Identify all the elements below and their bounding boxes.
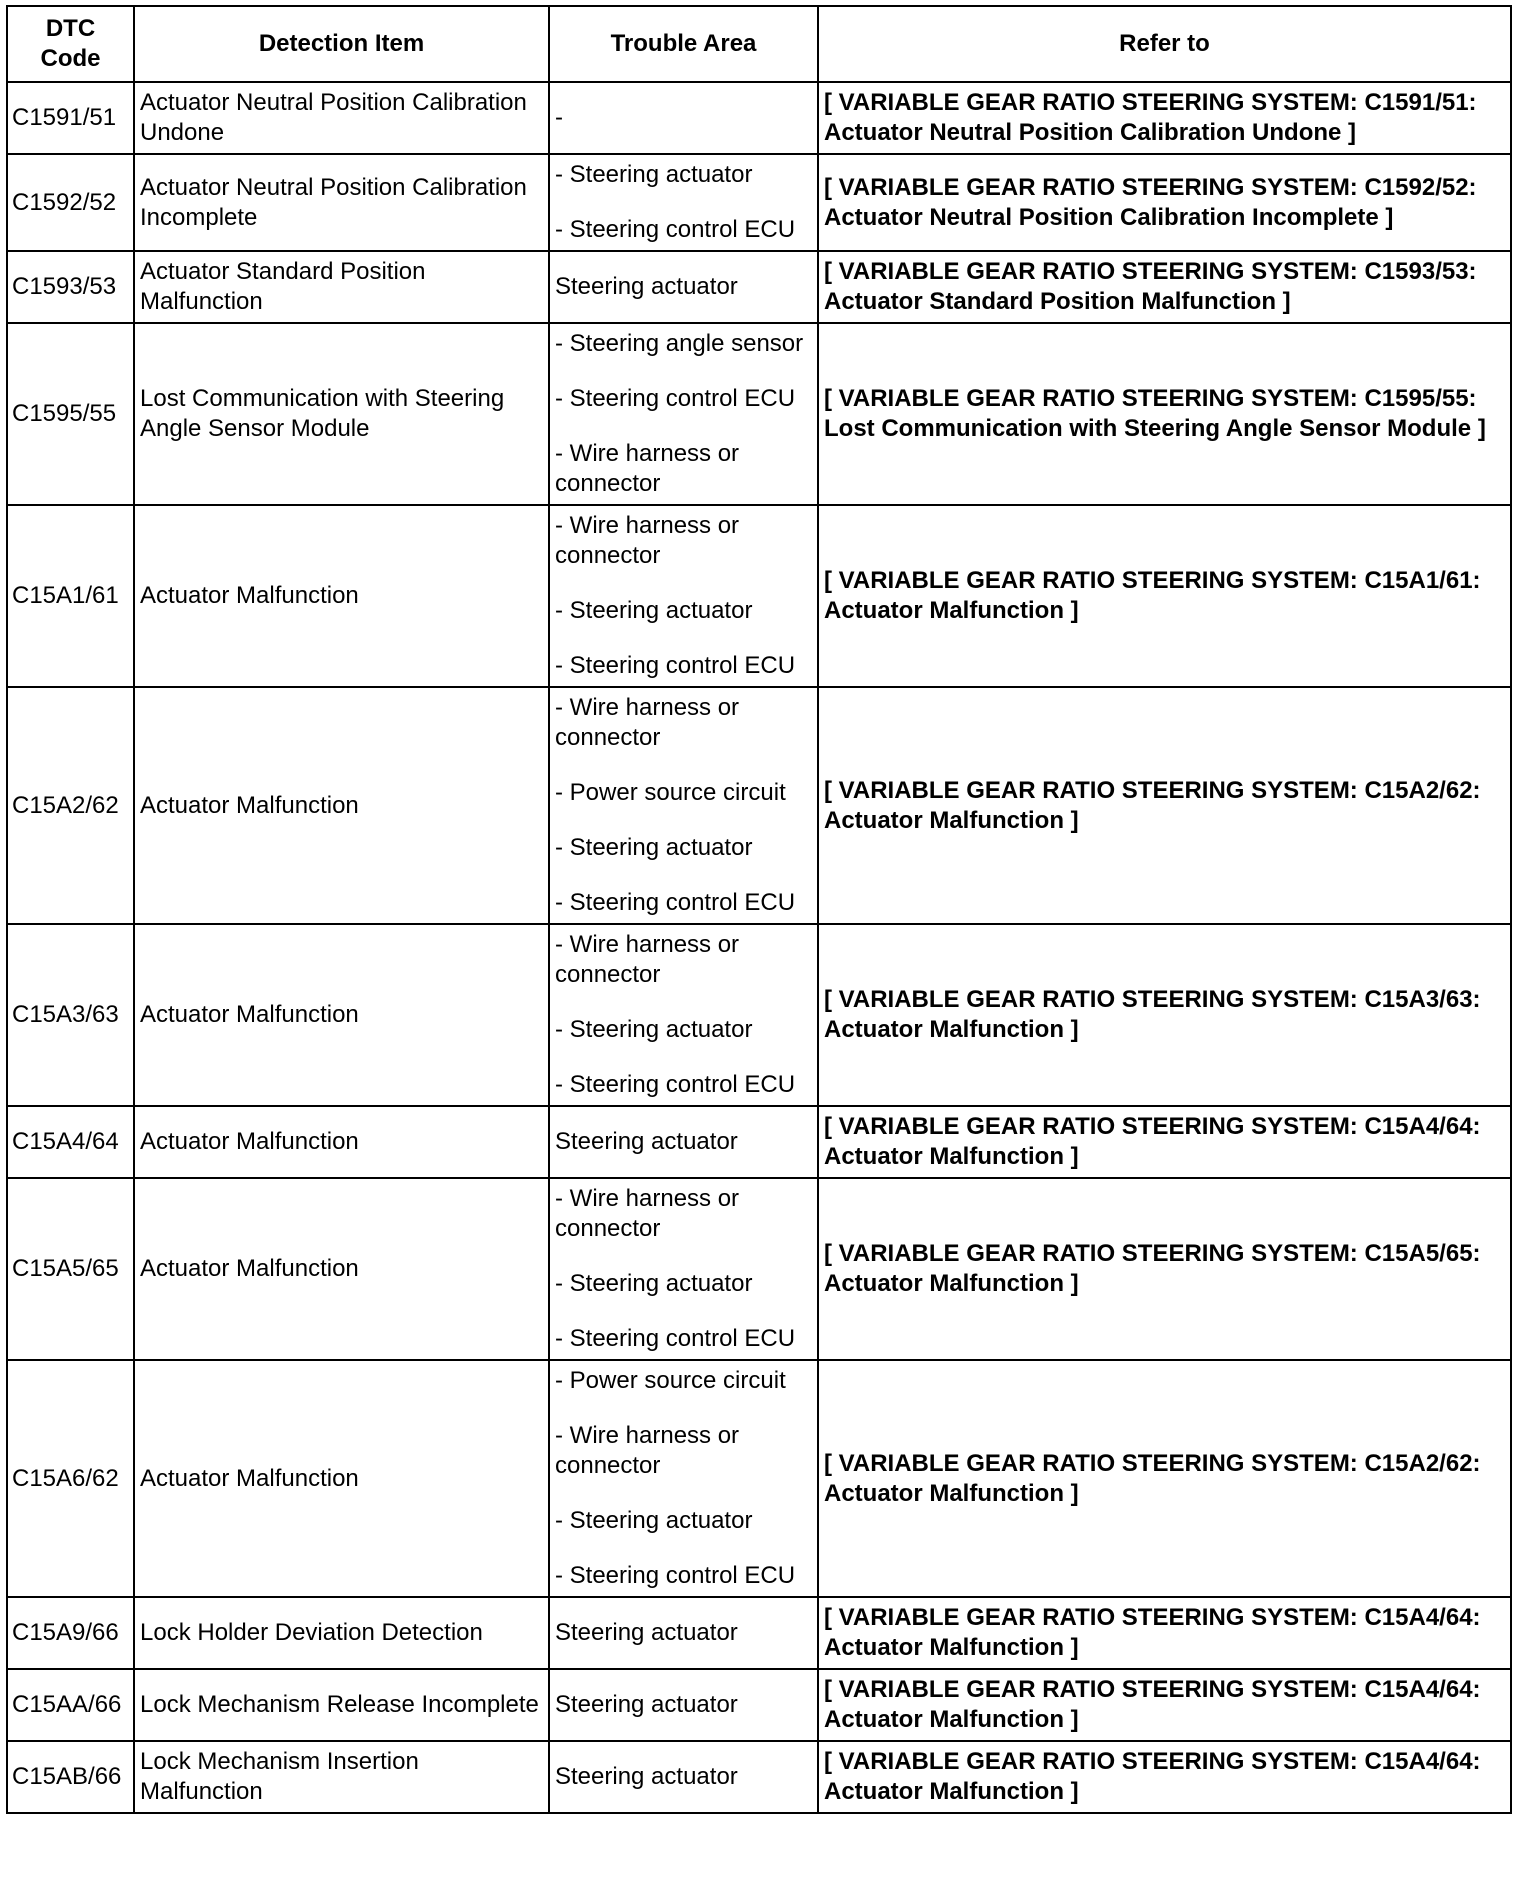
trouble-area-cell [549, 687, 818, 924]
trouble-area-cell [549, 1741, 818, 1813]
trouble-area-cell [549, 251, 818, 323]
trouble-area-item: - Wire harness or connector [555, 931, 740, 988]
dtc-code-cell: C1592/52 [7, 154, 134, 251]
trouble-area-cell [549, 924, 818, 1106]
table-row [7, 82, 1511, 154]
trouble-area-item: - Wire harness or connector [555, 694, 740, 751]
refer-to-link[interactable]: [ VARIABLE GEAR RATIO STEERING SYSTEM: C1595/55: Lost Communication with Steering Angle Sensor Module ] [818, 323, 1511, 505]
trouble-area-item: - Steering actuator [555, 1016, 753, 1043]
trouble-area-item: - Wire harness or connector [555, 440, 740, 497]
detection-item-cell: Actuator Malfunction [134, 687, 549, 924]
detection-item-cell: Actuator Neutral Position Calibration Incomplete [134, 154, 549, 251]
trouble-area-item: - Steering control ECU [555, 385, 796, 412]
trouble-area-cell [549, 323, 818, 505]
table-row [7, 924, 1511, 1106]
trouble-area-item: - Steering control ECU [555, 1071, 796, 1098]
refer-to-link[interactable]: [ VARIABLE GEAR RATIO STEERING SYSTEM: C15A2/62: Actuator Malfunction ] [818, 1360, 1511, 1597]
table-row [7, 154, 1511, 251]
dtc-code-cell: C15A1/61 [7, 505, 134, 687]
trouble-area-item: Steering actuator [555, 1763, 738, 1790]
dtc-code-cell: C15A9/66 [7, 1597, 134, 1669]
dtc-table [6, 5, 1512, 1814]
table-row [7, 687, 1511, 924]
table-row [7, 1178, 1511, 1360]
header-trouble-area: Trouble Area [549, 6, 818, 82]
trouble-area-item: - Steering actuator [555, 1507, 753, 1534]
trouble-area-cell [549, 1669, 818, 1741]
trouble-area-item: - Wire harness or connector [555, 1185, 740, 1242]
dtc-code-cell: C15A4/64 [7, 1106, 134, 1178]
trouble-area-item: - [555, 104, 563, 131]
trouble-area-item: - Steering actuator [555, 1270, 753, 1297]
detection-item-cell: Actuator Malfunction [134, 1178, 549, 1360]
header-refer-to: Refer to [818, 6, 1511, 82]
table-row [7, 1669, 1511, 1741]
table-body [7, 82, 1511, 1813]
trouble-area-item: - Steering control ECU [555, 889, 796, 916]
trouble-area-item: - Wire harness or connector [555, 512, 740, 569]
dtc-code-cell: C1593/53 [7, 251, 134, 323]
dtc-code-cell: C15A3/63 [7, 924, 134, 1106]
detection-item-cell: Actuator Standard Position Malfunction [134, 251, 549, 323]
detection-item-cell: Lost Communication with Steering Angle Sensor Module [134, 323, 549, 505]
trouble-area-item: - Steering actuator [555, 597, 753, 624]
table-row [7, 251, 1511, 323]
trouble-area-cell [549, 1360, 818, 1597]
header-detection-item: Detection Item [134, 6, 549, 82]
trouble-area-item: Steering actuator [555, 1128, 738, 1155]
trouble-area-item: - Steering angle sensor [555, 330, 804, 357]
refer-to-link[interactable]: [ VARIABLE GEAR RATIO STEERING SYSTEM: C15A4/64: Actuator Malfunction ] [818, 1741, 1511, 1813]
detection-item-cell: Actuator Neutral Position Calibration Undone [134, 82, 549, 154]
table-row [7, 1741, 1511, 1813]
trouble-area-item: - Power source circuit [555, 1367, 786, 1394]
refer-to-link[interactable]: [ VARIABLE GEAR RATIO STEERING SYSTEM: C1593/53: Actuator Standard Position Malfunction ] [818, 251, 1511, 323]
trouble-area-item: - Steering control ECU [555, 652, 796, 679]
refer-to-link[interactable]: [ VARIABLE GEAR RATIO STEERING SYSTEM: C15A4/64: Actuator Malfunction ] [818, 1597, 1511, 1669]
dtc-code-cell: C1591/51 [7, 82, 134, 154]
refer-to-link[interactable]: [ VARIABLE GEAR RATIO STEERING SYSTEM: C15A3/63: Actuator Malfunction ] [818, 924, 1511, 1106]
trouble-area-cell [549, 1106, 818, 1178]
table-row [7, 1597, 1511, 1669]
table-header [7, 6, 1511, 82]
trouble-area-cell [549, 505, 818, 687]
trouble-area-cell [549, 1178, 818, 1360]
trouble-area-cell [549, 154, 818, 251]
refer-to-link[interactable]: [ VARIABLE GEAR RATIO STEERING SYSTEM: C15A1/61: Actuator Malfunction ] [818, 505, 1511, 687]
dtc-code-cell: C15AA/66 [7, 1669, 134, 1741]
table-row [7, 1106, 1511, 1178]
trouble-area-item: Steering actuator [555, 1691, 738, 1718]
table-row [7, 323, 1511, 505]
trouble-area-item: - Power source circuit [555, 779, 786, 806]
trouble-area-cell [549, 82, 818, 154]
detection-item-cell: Actuator Malfunction [134, 924, 549, 1106]
table-row [7, 505, 1511, 687]
refer-to-link[interactable]: [ VARIABLE GEAR RATIO STEERING SYSTEM: C15A4/64: Actuator Malfunction ] [818, 1106, 1511, 1178]
trouble-area-cell [549, 1597, 818, 1669]
refer-to-link[interactable]: [ VARIABLE GEAR RATIO STEERING SYSTEM: C1591/51: Actuator Neutral Position Calibration Undone ] [818, 82, 1511, 154]
dtc-code-cell: C15A5/65 [7, 1178, 134, 1360]
dtc-code-cell: C1595/55 [7, 323, 134, 505]
detection-item-cell: Actuator Malfunction [134, 505, 549, 687]
trouble-area-item: - Steering control ECU [555, 1562, 796, 1589]
detection-item-cell: Lock Mechanism Insertion Malfunction [134, 1741, 549, 1813]
dtc-code-cell: C15A6/62 [7, 1360, 134, 1597]
trouble-area-item: - Steering actuator [555, 161, 753, 188]
detection-item-cell: Lock Mechanism Release Incomplete [134, 1669, 549, 1741]
detection-item-cell: Actuator Malfunction [134, 1106, 549, 1178]
refer-to-link[interactable]: [ VARIABLE GEAR RATIO STEERING SYSTEM: C15A5/65: Actuator Malfunction ] [818, 1178, 1511, 1360]
refer-to-link[interactable]: [ VARIABLE GEAR RATIO STEERING SYSTEM: C15A4/64: Actuator Malfunction ] [818, 1669, 1511, 1741]
detection-item-cell: Lock Holder Deviation Detection [134, 1597, 549, 1669]
refer-to-link[interactable]: [ VARIABLE GEAR RATIO STEERING SYSTEM: C15A2/62: Actuator Malfunction ] [818, 687, 1511, 924]
refer-to-link[interactable]: [ VARIABLE GEAR RATIO STEERING SYSTEM: C1592/52: Actuator Neutral Position Calibration Incomplete ] [818, 154, 1511, 251]
trouble-area-item: Steering actuator [555, 1619, 738, 1646]
header-dtc-code: DTC Code [7, 6, 134, 82]
detection-item-cell: Actuator Malfunction [134, 1360, 549, 1597]
trouble-area-item: - Steering control ECU [555, 216, 796, 243]
dtc-code-cell: C15AB/66 [7, 1741, 134, 1813]
table-row [7, 1360, 1511, 1597]
header-row [7, 6, 1511, 82]
trouble-area-item: - Steering actuator [555, 834, 753, 861]
trouble-area-item: - Wire harness or connector [555, 1422, 740, 1479]
dtc-code-cell: C15A2/62 [7, 687, 134, 924]
trouble-area-item: Steering actuator [555, 273, 738, 300]
trouble-area-item: - Steering control ECU [555, 1325, 796, 1352]
